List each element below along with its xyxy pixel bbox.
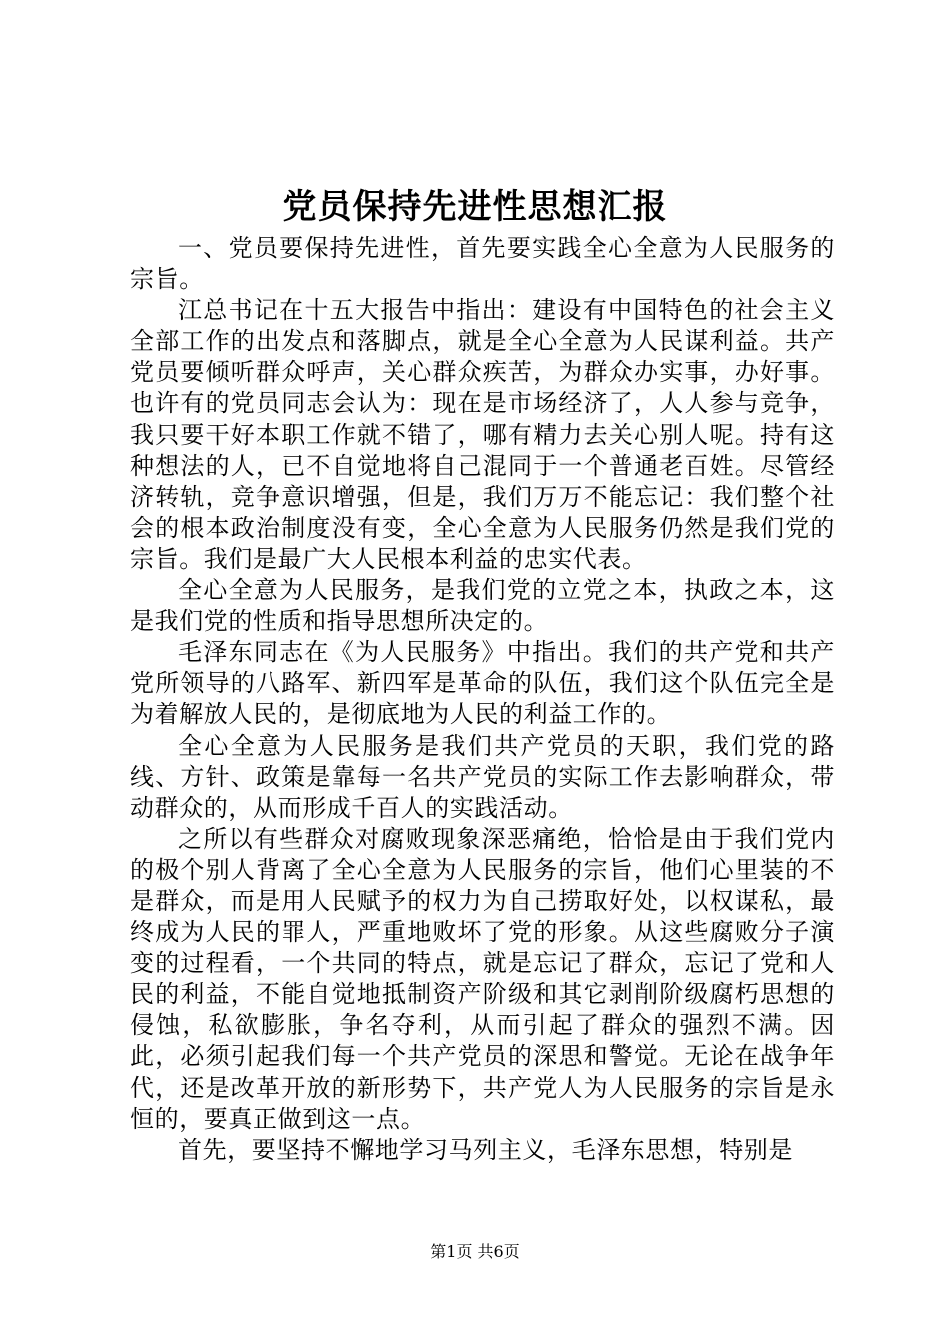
document-body: [130, 233, 835, 1166]
paragraph: 全心全意为人民服务是我们共产党员的天职，我们党的路线、方针、政策是靠每一名共产党员的实际工作去影响群众，带动群众的，从而形成千百人的实践活动。: [130, 731, 835, 822]
paragraph: 毛泽东同志在《为人民服务》中指出。我们的共产党和共产党所领导的八路军、新四军是革命的队伍，我们这个队伍完全是为着解放人民的，是彻底地为人民的利益工作的。: [130, 638, 835, 729]
paragraph: 之所以有些群众对腐败现象深恶痛绝，恰恰是由于我们党内的极个别人背离了全心全意为人民服务的宗旨，他们心里装的不是群众，而是用人民赋予的权力为自己捞取好处，以权谋私，最终成为人民的罪人，严重地败坏了党的形象。从这些腐败分子演变的过程看，一个共同的特点，就是忘记了群众，忘记了党和人民的利益，不能自觉地抵制资产阶级和其它剥削阶级腐朽思想的侵蚀，私欲膨胀，争名夺利，从而引起了群众的强烈不满。因此，必须引起我们每一个共产党员的深思和警觉。无论在战争年代，还是改革开放的新形势下，共产党人为人民服务的宗旨是永恒的，要真正做到这一点。: [130, 824, 835, 1133]
document-title: 党员保持先进性思想汇报: [282, 187, 668, 227]
paragraph: 首先，要坚持不懈地学习马列主义，毛泽东思想，特别是: [178, 1135, 793, 1164]
paragraph: 全心全意为人民服务，是我们党的立党之本，执政之本，这是我们党的性质和指导思想所决定的。: [130, 576, 835, 636]
page-number-footer: 第1页 共6页: [430, 1242, 520, 1261]
paragraph: 江总书记在十五大报告中指出：建设有中国特色的社会主义全部工作的出发点和落脚点，就是全心全意为人民谋利益。共产党员要倾听群众呼声，关心群众疾苦，为群众办实事，办好事。也许有的党员同志会认为：现在是市场经济了，人人参与竞争，我只要干好本职工作就不错了，哪有精力去关心别人呢。持有这种想法的人，已不自觉地将自己混同于一个普通老百姓。尽管经济转轨，竞争意识增强，但是，我们万万不能忘记：我们整个社会的根本政治制度没有变，全心全意为人民服务仍然是我们党的宗旨。我们是最广大人民根本利益的忠实代表。: [130, 296, 835, 573]
paragraph: 一、党员要保持先进性，首先要实践全心全意为人民服务的宗旨。: [130, 234, 835, 294]
